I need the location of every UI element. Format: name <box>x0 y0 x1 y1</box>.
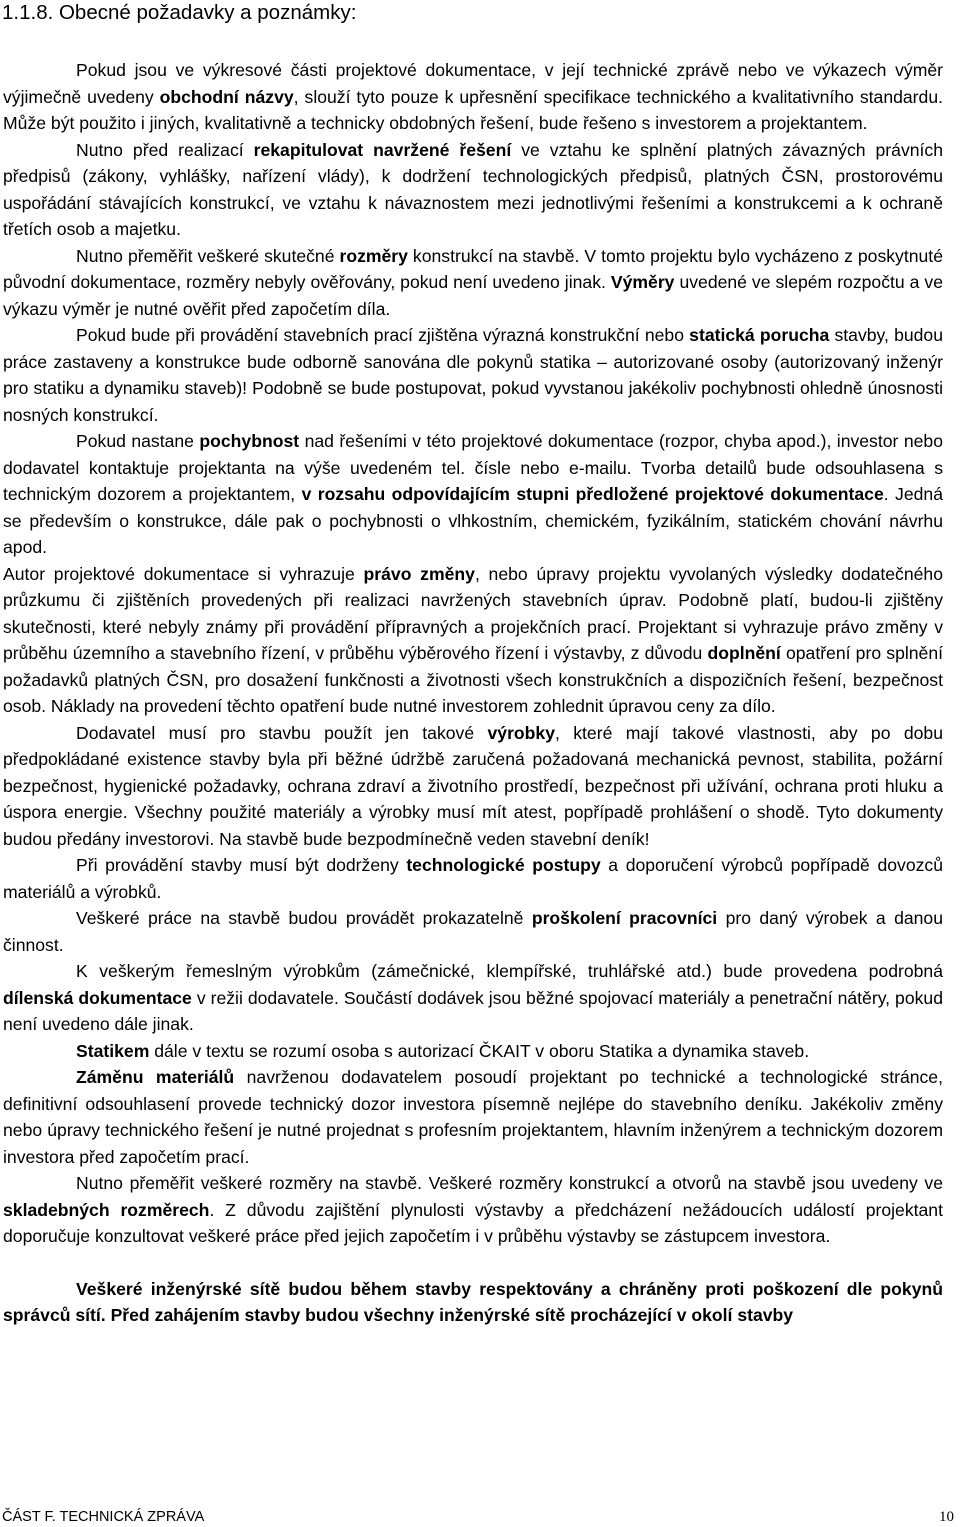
text-run: ve vztahu ke splnění platných závazných právních předpisů (zákony, vyhlášky, nařízení vlády), k dodržení technologických předpisů, platných ČSN, prostorovému uspořádání stávajících konstrukcí, ve vztahu k návaznostem mezi jednotlivými řešeními a konstrukcemi a k ochraně třetích osob a majetku. <box>3 139 943 239</box>
paragraph <box>3 137 943 243</box>
text-run: pro daný výrobek a danou činnost. <box>3 908 944 955</box>
bold-run: rekapitulovat navržené řešení <box>253 139 512 160</box>
text-run: opatření pro splnění požadavků platných ČSN, pro dosažení funkčnosti a životnosti všech konstrukčních a dispozičních řešení, bezpečnost osob. Náklady na provedení těchto opatření bude nutné investorem zohlednit úpravou ceny za dílo. <box>3 643 944 716</box>
text-run: Dodavatel musí pro stavbu použít jen takové <box>76 722 488 743</box>
bold-run: Záměnu materiálů <box>76 1067 235 1087</box>
text-run: a doporučení výrobců popřípadě dovozců materiálů a výrobků. <box>3 855 943 902</box>
paragraph <box>3 1064 943 1170</box>
text-run: Veškeré práce na stavbě budou provádět prokazatelně <box>76 908 532 928</box>
bold-run: skladebných rozměrech <box>3 1199 210 1220</box>
text-run: v režii dodavatele. Součástí dodávek jsou běžné spojovací materiály a penetrační nátěry, pokud není uvedeno dále jinak. <box>3 987 943 1034</box>
text-run: Pokud bude při provádění stavebních prací zjištěna výrazná konstrukční nebo <box>76 325 690 345</box>
text-run: Nutno přeměřit veškeré skutečné <box>76 245 340 266</box>
text-run: navrženou dodavatelem posoudí projektant po technické a technologické stránce, definitivní odsouhlasení provede technický dozor investora písemně nejlépe do stavebního deníku. Jakékoliv změny nebo úpravy technického řešení je nutné projednat s profesním projektantem, hlavním inženýrem a technickým dozorem investora před započetím prací. <box>3 1067 943 1167</box>
text-run: Autor projektové dokumentace si vyhrazuje <box>3 563 364 584</box>
text-run: dále v textu se rozumí osoba s autorizací ČKAIT v oboru Statika a dynamika staveb. <box>149 1040 810 1061</box>
text-run: Nutno před realizací <box>76 139 254 160</box>
bold-run: pochybnost <box>199 431 300 451</box>
paragraph <box>3 905 943 958</box>
text-run: , nebo úpravy projektu vyvolaných výsledky dodatečného průzkumu či zjištěních provedených při realizaci navržených stavebních úprav. Podobně platí, budou-li zjištěny skutečnosti, které nebyly známy při provádění přípravných a projekčních prací. Projektant si vyhrazuje právo změny v průběhu územního a stavebního řízení, v průběhu výběrového řízení i výstavby, z důvodu <box>3 563 943 663</box>
text-run: , slouží tyto pouze k upřesnění specifikace technického a kvalitativního standardu. Může být použito i jiných, kvalitativně a technicky obdobných řešení, bude řešeno s investorem a projektantem. <box>3 86 943 133</box>
bold-run: rozměry <box>339 245 408 266</box>
page-number: 10 <box>939 1509 954 1525</box>
text-run: konstrukcí na stavbě. V tomto projektu bylo vycházeno z poskytnuté původní dokumentace, rozměry nebyly ověřovány, pokud není uvedeno jinak. <box>3 245 943 292</box>
bold-run: statická porucha <box>689 325 830 345</box>
section-heading: 1.1.8. Obecné požadavky a poznámky: <box>2 1 357 24</box>
bold-run: Výměry <box>610 272 675 292</box>
text-run: Pokud nastane <box>76 431 200 451</box>
paragraph <box>3 428 943 561</box>
text-run: . Z důvodu zajištění plynulosti výstavby a předcházení nežádoucích událostí projektant doporučuje konzultovat veškeré práce před jejich započetím i v průběhu výstavby se zástupcem investora. <box>3 1199 943 1246</box>
text-run: Pokud jsou ve výkresové části projektové dokumentace, v její technické zprávě nebo ve výkazech výměr výjimečně uvedeny <box>3 60 943 107</box>
paragraph <box>3 243 943 323</box>
bold-run: obchodní názvy <box>159 86 294 107</box>
text-run: . Jedná se především o konstrukce, dále pak o pochybnosti o vlhkostním, chemickém, fyzikálním, statickém chování návrhu apod. <box>3 484 943 557</box>
bold-run: dílenská dokumentace <box>3 987 192 1008</box>
paragraph <box>3 1276 943 1329</box>
bold-run: proškolení pracovníci <box>531 908 718 928</box>
paragraph <box>3 1170 943 1250</box>
paragraph <box>3 720 943 853</box>
bold-run: Veškeré inženýrské sítě budou během stavby respektovány a chráněny proti poškození dle pokynů správců sítí. Před zahájením stavby budou všechny inženýrské sítě procházející v okolí stavby <box>3 1278 943 1325</box>
bold-run: technologické postupy <box>406 855 601 875</box>
text-run: , které mají takové vlastnosti, aby po dobu předpokládané existence stavby byla při běžné údržbě zaručená požadovaná mechanická pevnost, stabilita, požární bezpečnost, hygienické požadavky, ochrana zdraví a životního prostředí, bezpečnost při užívání, ochrana proti hluku a úspora energie. Všechny použité materiály a výrobky musí mít atest, popřípadě prohlášení o shodě. Tyto dokumenty budou předány investorovi. Na stavbě bude bezpodmínečně veden stavební deník! <box>3 722 943 849</box>
bold-run: v rozsahu odpovídajícím stupni předložené projektové dokumentace <box>301 484 884 504</box>
paragraph <box>3 958 943 1038</box>
bold-run: Statikem <box>76 1040 150 1061</box>
paragraph <box>3 1038 943 1065</box>
bold-run: doplnění <box>707 643 781 663</box>
document-body <box>3 57 943 1329</box>
bold-run: výrobky <box>487 722 555 743</box>
paragraph <box>3 852 943 905</box>
bold-run: právo změny <box>363 563 475 584</box>
footer-section-title: ČÁST F. TECHNICKÁ ZPRÁVA <box>2 1509 205 1525</box>
paragraph <box>3 322 943 428</box>
text-run: uvedené ve slepém rozpočtu a ve výkazu výměr je nutné ověřit před započetím díla. <box>3 272 944 319</box>
text-run: nad řešeními v této projektové dokumentace (rozpor, chyba apod.), investor nebo dodavatel kontaktuje projektanta na výše uvedeném tel. čísle nebo e-mailu. Tvorba detailů bude odsouhlasena s technickým dozorem a projektantem, <box>3 431 943 504</box>
text-run: Nutno přeměřit veškeré rozměry na stavbě. Veškeré rozměry konstrukcí a otvorů na stavbě jsou uvedeny ve <box>76 1173 943 1193</box>
text-run: stavby, budou práce zastaveny a konstrukce bude odborně sanována dle pokynů statika – autorizované osoby (autorizovaný inženýr pro statiku a dynamiku staveb)! Podobně se bude postupovat, pokud vyvstanou jakékoliv pochybnosti ohledně únosnosti nosných konstrukcí. <box>3 325 944 425</box>
text-run: K veškerým řemeslným výrobkům (zámečnické, klempířské, truhlářské atd.) bude provedena podrobná <box>76 961 943 981</box>
paragraph <box>3 561 943 720</box>
paragraph <box>3 57 943 137</box>
text-run: Při provádění stavby musí být dodrženy <box>76 855 407 875</box>
